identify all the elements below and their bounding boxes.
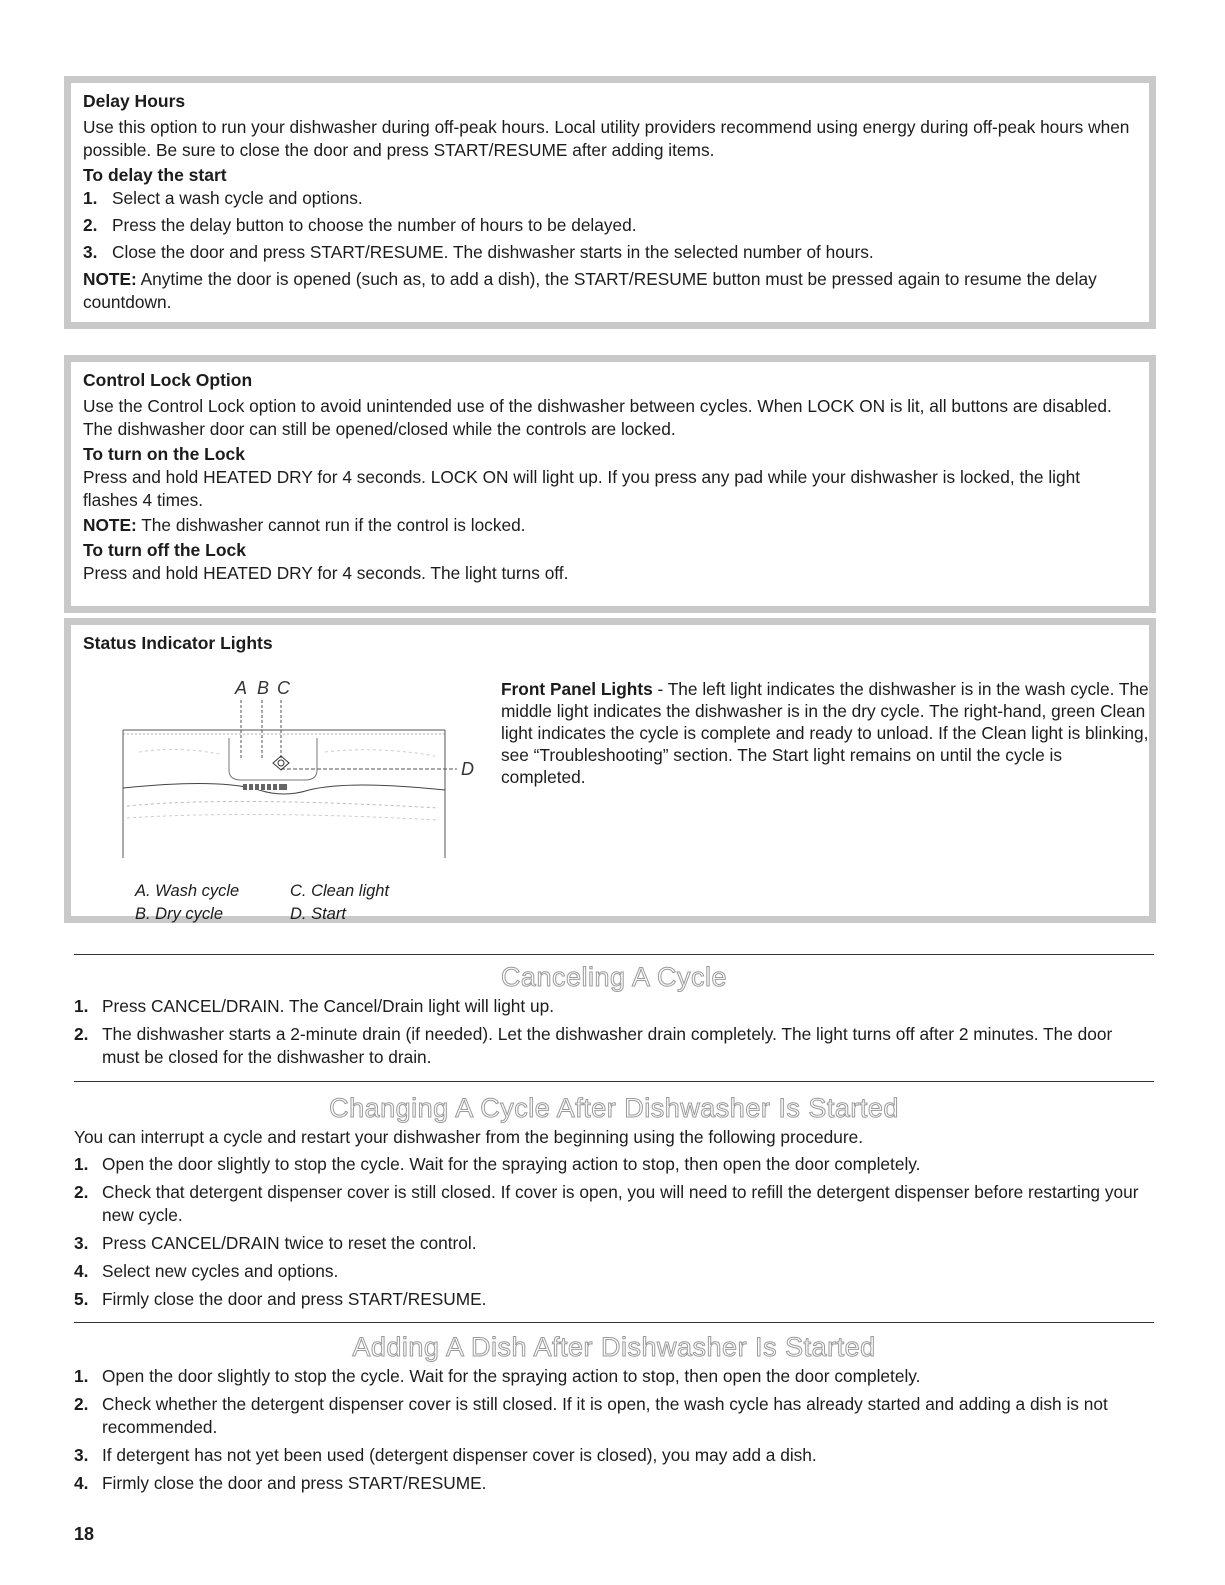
list-item <box>74 1023 1154 1069</box>
step-number: 3. <box>83 242 98 262</box>
list-item <box>74 1153 1154 1176</box>
step-number: 4. <box>74 1473 89 1493</box>
list-item <box>74 1181 1154 1227</box>
adding-section <box>74 1330 1154 1500</box>
step-number: 2. <box>83 215 98 235</box>
list-item <box>74 1472 1154 1495</box>
section-divider <box>74 1081 1154 1082</box>
delay-start-subtitle: To delay the start <box>83 165 227 185</box>
step-text: Firmly close the door and press START/RESUME. <box>102 1289 487 1309</box>
changing-title: Changing A Cycle After Dishwasher Is Started <box>329 1093 899 1123</box>
list-item <box>74 1288 1154 1311</box>
step-text: Press the delay button to choose the number of hours to be delayed. <box>112 215 637 235</box>
control-lock-box <box>64 355 1156 613</box>
step-number: 5. <box>74 1289 89 1309</box>
label-d: D <box>461 759 474 779</box>
delay-note <box>83 268 1137 314</box>
legend-wash-cycle: A. Wash cycle <box>135 882 240 900</box>
label-b: B <box>257 678 270 698</box>
front-panel-lights-text <box>501 678 1151 788</box>
lock-off-text: Press and hold HEATED DRY for 4 seconds. The light turns off. <box>83 563 569 583</box>
delay-hours-box <box>64 76 1156 329</box>
note-text: Anytime the door is opened (such as, to add a dish), the START/RESUME button must be pressed again to resume the delay countdown. <box>83 269 1097 312</box>
front-panel-illustration <box>109 668 489 858</box>
adding-title: Adding A Dish After Dishwasher Is Started <box>352 1332 876 1362</box>
canceling-section <box>74 960 1154 1074</box>
page-number: 18 <box>74 1524 95 1544</box>
list-item <box>74 1393 1154 1439</box>
legend-dry-cycle: B. Dry cycle <box>135 905 224 923</box>
front-panel-lights-description: - The left light indicates the dishwasher is in the wash cycle. The middle light indicates the dishwasher is in the dry cycle. The right-hand, green Clean light indicates the cycle is complete and ready to unload. If the Clean light is blinking, see “Troubleshooting” section. The Start light remains on until the cycle is completed. <box>501 679 1149 787</box>
canceling-steps-list <box>74 995 1154 1069</box>
list-item <box>74 1260 1154 1283</box>
lock-note <box>83 514 1137 537</box>
legend-start: D. Start <box>290 905 346 923</box>
legend-clean-light: C. Clean light <box>290 882 390 900</box>
step-text: Select a wash cycle and options. <box>112 188 363 208</box>
step-number: 1. <box>74 1366 89 1386</box>
lock-on-text: Press and hold HEATED DRY for 4 seconds. LOCK ON will light up. If you press any pad while your dishwasher is locked, the light flashes 4 times. <box>83 467 1081 510</box>
step-number: 1. <box>74 1154 89 1174</box>
step-text: Press CANCEL/DRAIN twice to reset the control. <box>102 1233 477 1253</box>
figure-legend <box>135 880 389 926</box>
step-number: 4. <box>74 1261 89 1281</box>
control-lock-title: Control Lock Option <box>83 370 253 390</box>
step-number: 2. <box>74 1024 89 1044</box>
step-number: 1. <box>74 996 89 1016</box>
section-divider <box>74 954 1154 955</box>
lock-on-subtitle: To turn on the Lock <box>83 444 246 464</box>
step-text: Close the door and press START/RESUME. The dishwasher starts in the selected number of hours. <box>112 242 874 262</box>
front-panel-lights-label: Front Panel Lights <box>501 679 653 699</box>
step-text: If detergent has not yet been used (detergent dispenser cover is closed), you may add a dish. <box>102 1445 817 1465</box>
changing-steps-list <box>74 1153 1154 1311</box>
list-item <box>74 1232 1154 1255</box>
step-text: Press CANCEL/DRAIN. The Cancel/Drain light will light up. <box>102 996 555 1016</box>
list-item <box>83 187 1137 210</box>
label-c: C <box>277 678 290 698</box>
changing-section <box>74 1091 1154 1316</box>
delay-hours-intro: Use this option to run your dishwasher during off-peak hours. Local utility providers recommend using energy during off-peak hours when possible. Be sure to close the door and press START/RESUME after adding items. <box>83 117 1130 160</box>
list-item <box>83 214 1137 237</box>
status-lights-title: Status Indicator Lights <box>83 633 273 653</box>
step-number: 3. <box>74 1233 89 1253</box>
list-item <box>74 1444 1154 1467</box>
list-item <box>74 1365 1154 1388</box>
step-number: 1. <box>83 188 98 208</box>
canceling-title: Canceling A Cycle <box>500 962 728 992</box>
step-text: The dishwasher starts a 2-minute drain (if needed). Let the dishwasher drain completely. The light turns off after 2 minutes. The door must be closed for the dishwasher to drain. <box>102 1024 1113 1067</box>
note-label: NOTE: <box>83 269 137 289</box>
lock-off-subtitle: To turn off the Lock <box>83 540 246 560</box>
step-number: 2. <box>74 1182 89 1202</box>
delay-steps-list <box>83 187 1137 264</box>
step-text: Check that detergent dispenser cover is still closed. If cover is open, you will need to refill the detergent dispenser before restarting your new cycle. <box>102 1182 1139 1225</box>
step-text: Check whether the detergent dispenser cover is still closed. If it is open, the wash cycle has already started and adding a dish is not recommended. <box>102 1394 1108 1437</box>
control-lock-intro: Use the Control Lock option to avoid unintended use of the dishwasher between cycles. When LOCK ON is lit, all buttons are disabled. The dishwasher door can still be opened/closed while the controls are locked. <box>83 396 1112 439</box>
list-item <box>83 241 1137 264</box>
step-text: Open the door slightly to stop the cycle. Wait for the spraying action to stop, then open the door completely. <box>102 1154 921 1174</box>
step-text: Select new cycles and options. <box>102 1261 339 1281</box>
note-label: NOTE: <box>83 515 137 535</box>
step-number: 3. <box>74 1445 89 1465</box>
section-divider <box>74 1322 1154 1323</box>
delay-hours-title: Delay Hours <box>83 91 186 111</box>
list-item <box>74 995 1154 1018</box>
note-text: The dishwasher cannot run if the control is locked. <box>136 515 526 535</box>
label-a: A <box>235 678 248 698</box>
adding-steps-list <box>74 1365 1154 1495</box>
status-lights-box <box>64 618 1156 923</box>
step-number: 2. <box>74 1394 89 1414</box>
step-text: Firmly close the door and press START/RESUME. <box>102 1473 487 1493</box>
changing-intro: You can interrupt a cycle and restart your dishwasher from the beginning using the following procedure. <box>74 1127 863 1147</box>
step-text: Open the door slightly to stop the cycle. Wait for the spraying action to stop, then open the door completely. <box>102 1366 921 1386</box>
